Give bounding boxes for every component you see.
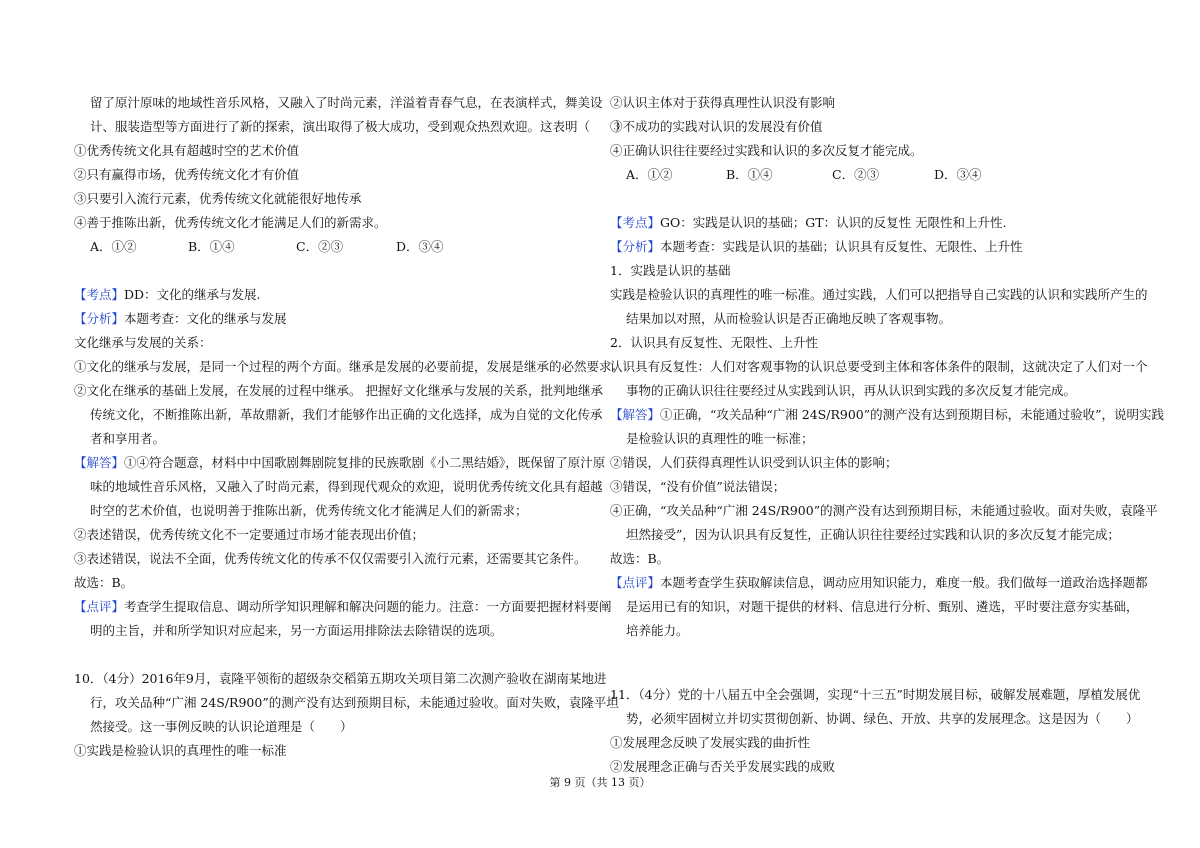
- jieda-body-line: ②表述错误，优秀传统文化不一定要通过市场才能表现出价值；: [74, 527, 425, 542]
- q11-statement: ②发展理念正确与否关乎发展实践的成败: [610, 759, 836, 774]
- dianping-body-line: 明的主旨，并和所学知识对应起来，另一方面运用排除法去除错误的选项。: [90, 623, 503, 638]
- q9-option-a: A．①②: [90, 239, 137, 254]
- fenxi-body-line: 者和享用者。: [90, 431, 166, 446]
- fenxi-text: 本题考查：文化的继承与发展: [124, 311, 287, 326]
- fenxi-body-line: 文化继承与发展的关系：: [74, 335, 212, 350]
- dianping-tag: 【点评】: [74, 599, 125, 614]
- dianping-line: [74, 599, 612, 615]
- jieda-body-line: 故选：B。: [74, 575, 134, 590]
- q9-statement: ①优秀传统文化具有超越时空的艺术价值: [74, 143, 300, 158]
- jieda-line: [610, 407, 1164, 423]
- jieda-body-line: ④正确，“攻关品种“广湘 24S/R900”的测产没有达到预期目标，未能通过验收。面对失败，袁隆平: [610, 503, 1158, 518]
- q10-statement: ①实践是检验认识的真理性的唯一标准: [74, 743, 287, 758]
- q10-option-b: B．①④: [726, 167, 773, 182]
- jieda-body-line: 味的地域性音乐风格，又融入了时尚元素，得到现代观众的欢迎，说明优秀传统文化具有超越: [90, 479, 603, 494]
- q10-text-line: 行，攻关品种“广湘 24S/R900”的测产没有达到预期目标，未能通过验收。面对失败，袁隆平坦: [90, 695, 619, 710]
- jieda-line: [74, 455, 605, 471]
- q10-option-a: A．①②: [626, 167, 673, 182]
- q11-text-line: 势，必须牢固树立并切实贯彻创新、协调、绿色、开放、共享的发展理念。这是因为（ ）: [626, 711, 1139, 726]
- fenxi-body-line: ①文化的继承与发展，是同一个过程的两个方面。继承是发展的必要前提，发展是继承的必然要求。: [74, 359, 625, 374]
- q11-statement: ①发展理念反映了发展实践的曲折性: [610, 735, 811, 750]
- dianping-text: 考查学生提取信息、调动所学知识理解和解决问题的能力。注意：一方面要把握材料要阐: [124, 599, 612, 614]
- jieda-body-line: ③错误，“没有价值”说法错误；: [610, 479, 786, 494]
- q9-statement: ④善于推陈出新，优秀传统文化才能满足人们的新需求。: [74, 215, 387, 230]
- q10-text-line: 10．（4分）2016年9月，袁隆平领衔的超级杂交稻第五期攻关项目第二次测产验收在湖南某地进: [74, 671, 607, 686]
- q10-option-c: C．②③: [832, 167, 880, 182]
- fenxi-body-line: 实践是检验认识的真理性的唯一标准。通过实践，人们可以把指导自己实践的认识和实践所产生的: [610, 287, 1148, 302]
- fenxi-body-line: 1．实践是认识的基础: [610, 263, 731, 278]
- kaodian-text: GO：实践是认识的基础；GT：认识的反复性 无限性和上升性.: [660, 215, 1007, 230]
- fenxi-line: [610, 239, 1023, 255]
- dianping-body-line: 培养能力。: [626, 623, 689, 638]
- q10-statement: ②认识主体对于获得真理性认识没有影响: [610, 95, 836, 110]
- q9-option-b: B．①④: [188, 239, 235, 254]
- fenxi-body-line: 传统文化，不断推陈出新，革故鼎新，我们才能够作出正确的文化选择，成为自觉的文化传承: [90, 407, 603, 422]
- q11-text-line: 11．（4分）党的十八届五中全会强调，实现“十三五”时期发展目标，破解发展难题，厚植发展优: [610, 687, 1141, 702]
- dianping-text: 本题考查学生获取解读信息，调动应用知识能力，难度一般。我们做每一道政治选择题都: [660, 575, 1148, 590]
- fenxi-text: 本题考查：实践是认识的基础；认识具有反复性、无限性、上升性: [660, 239, 1023, 254]
- q9-text-line: 留了原汁原味的地域性音乐风格，又融入了时尚元素，洋溢着青春气息，在表演样式，舞美设: [90, 95, 603, 110]
- fenxi-body-line: 事物的正确认识往往要经过从实践到认识，再从认识到实践的多次反复才能完成。: [626, 383, 1077, 398]
- page-footer: 第 9 页（共 13 页）: [549, 776, 651, 789]
- q10-statement: ③不成功的实践对认识的发展没有价值: [610, 119, 823, 134]
- fenxi-line: [74, 311, 287, 327]
- jieda-body-line: 时空的艺术价值，也说明善于推陈出新，优秀传统文化才能满足人们的新需求；: [90, 503, 528, 518]
- jieda-body-line: 故选：B。: [610, 551, 670, 566]
- q9-option-c: C．②③: [296, 239, 344, 254]
- q9-options: [90, 239, 444, 255]
- kaodian-text: DD：文化的继承与发展.: [124, 287, 261, 302]
- jieda-text: ①正确，“攻关品种“广湘 24S/R900”的测产没有达到预期目标，未能通过验收”，说明实践: [660, 407, 1165, 422]
- q10-statement: ④正确认识往往要经过实践和认识的多次反复才能完成。: [610, 143, 923, 158]
- q9-text-line: 计、服装造型等方面进行了新的探索，演出取得了极大成功，受到观众热烈欢迎。这表明（ ）: [90, 119, 628, 134]
- jieda-body-line: ②错误，人们获得真理性认识受到认识主体的影响；: [610, 455, 898, 470]
- jieda-body-line: ③表述错误，说法不全面，优秀传统文化的传承不仅仅需要引入流行元素，还需要其它条件。: [74, 551, 587, 566]
- fenxi-body-line: 2．认识具有反复性、无限性、上升性: [610, 335, 818, 350]
- fenxi-tag: 【分析】: [74, 311, 125, 326]
- kaodian-tag: 【考点】: [610, 215, 661, 230]
- fenxi-tag: 【分析】: [610, 239, 661, 254]
- q9-statement: ③只要引入流行元素，优秀传统文化就能很好地传承: [74, 191, 362, 206]
- q10-text-line: 然接受。这一事例反映的认识论道理是（ ）: [90, 719, 353, 734]
- kaodian-tag: 【考点】: [74, 287, 125, 302]
- dianping-line: [610, 575, 1148, 591]
- q10-options: [626, 167, 982, 183]
- dianping-body-line: 是运用已有的知识，对题干提供的材料、信息进行分析、甄别、遴选，平时要注意夯实基础，: [626, 599, 1139, 614]
- fenxi-body-line: 认识具有反复性：人们对客观事物的认识总要受到主体和客体条件的限制，这就决定了人们对一个: [610, 359, 1148, 374]
- q9-option-d: D．③④: [396, 239, 444, 254]
- fenxi-body-line: 结果加以对照，从而检验认识是否正确地反映了客观事物。: [626, 311, 952, 326]
- kaodian-line: [610, 215, 1007, 231]
- q9-statement: ②只有赢得市场，优秀传统文化才有价值: [74, 167, 300, 182]
- q10-option-d: D．③④: [934, 167, 982, 182]
- jieda-body-line: 是检验认识的真理性的唯一标准；: [626, 431, 814, 446]
- jieda-text: ①④符合题意，材料中中国歌剧舞剧院复排的民族歌剧《小二黑结婚》，既保留了原汁原: [124, 455, 606, 470]
- kaodian-line: [74, 287, 261, 303]
- dianping-tag: 【点评】: [610, 575, 661, 590]
- jieda-tag: 【解答】: [610, 407, 661, 422]
- jieda-tag: 【解答】: [74, 455, 125, 470]
- jieda-body-line: 坦然接受”，因为认识具有反复性，正确认识往往要经过实践和认识的多次反复才能完成；: [626, 527, 1120, 542]
- fenxi-body-line: ②文化在继承的基础上发展，在发展的过程中继承。 把握好文化继承与发展的关系，批判地继承: [74, 383, 603, 398]
